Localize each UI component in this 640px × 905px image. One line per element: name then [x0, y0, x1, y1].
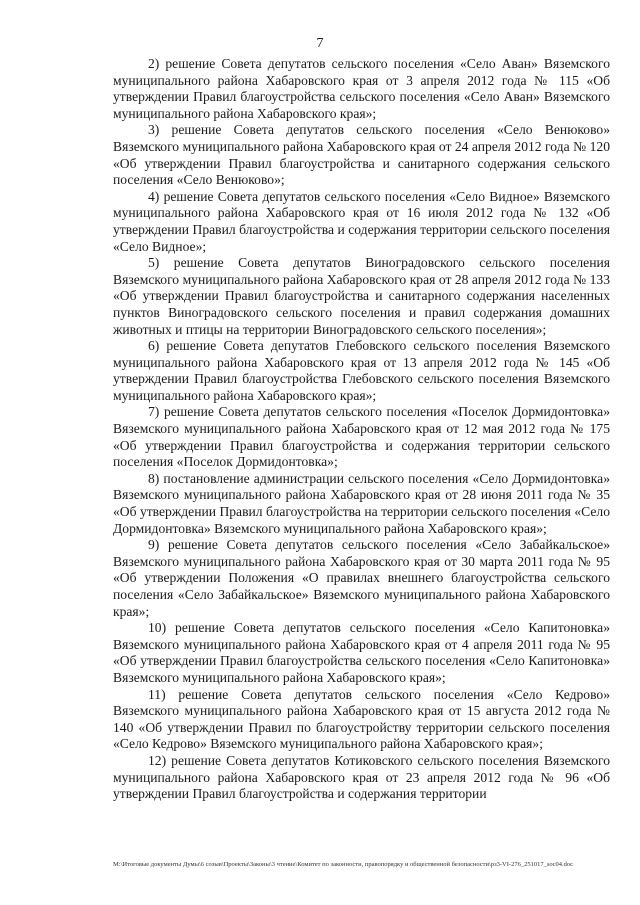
list-item: 8) постановление администрации сельского поселения «Село Дормидонтовка» Вяземского муниципального района Хабаровского края от 28 июня 2011 года № 35 «Об утверждении Правил благоустройства на территории сельского поселения «Село Дормидонтовка» Вяземского муниципального района Хабаровского края»;	[113, 470, 610, 536]
list-item: 10) решение Совета депутатов сельского поселения «Село Капитоновка» Вяземского муниципального района Хабаровского края от 4 апреля 2011 года № 95 «Об утверждении Правил благоустройства сельского поселения «Село Капитоновка» Вяземского муниципального района Хабаровского края»;	[113, 620, 610, 685]
list-item: 4) решение Совета депутатов сельского поселения «Село Видное» Вяземского муниципального района Хабаровского края от 16 июля 2012 года № 132 «Об утверждении Правил благоустройства и содержания территории сельского поселения «Село Видное»;	[113, 188, 610, 254]
list-item: 7) решение Совета депутатов сельского поселения «Поселок Дормидонтовка» Вяземского муниципального района Хабаровского края от 12 мая 2012 года № 175 «Об утверждении Правил благоустройства и содержания территории сельского поселения «Поселок Дормидонтовка»;	[113, 404, 610, 470]
list-item: 9) решение Совета депутатов сельского поселения «Село Забайкальское» Вяземского муниципального района Хабаровского края от 30 марта 2011 года № 95 «Об утверждении Положения «О правилах внешнего благоустройства сельского поселения «Село Забайкальское» Вяземского муниципального района Хабаровского края»;	[113, 537, 610, 619]
list-item: 2) решение Совета депутатов сельского поселения «Село Аван» Вяземского муниципального района Хабаровского края от 3 апреля 2012 года № 115 «Об утверждении Правил благоустройства сельского поселения «Село Аван» Вяземского муниципального района Хабаровского края»;	[113, 56, 610, 121]
file-path-footer: М:\Итоговые документы Думы\6 созыв\Проекты\Законы\3 чтение\Комитет по законности, правопорядку и общественной безопасности\рз3-VI-276_251017_soc04.doc	[113, 861, 573, 868]
document-body	[113, 56, 610, 803]
list-item: 12) решение Совета депутатов Котиковского сельского поселения Вяземского муниципального района Хабаровского края от 23 апреля 2012 года № 96 «Об утверждении Правил благоустройства и содержания территории	[113, 752, 610, 802]
page-number: 7	[316, 36, 324, 51]
list-item: 6) решение Совета депутатов Глебовского сельского поселения Вяземского муниципального района Хабаровского края от 13 апреля 2012 года № 145 «Об утверждении Правил благоустройства Глебовского сельского поселения Вяземского муниципального района Хабаровского края»;	[113, 338, 610, 403]
list-item: 3) решение Совета депутатов сельского поселения «Село Венюково» Вяземского муниципального района Хабаровского края от 24 апреля 2012 года № 120 «Об утверждении Правил благоустройства и санитарного содержания сельского поселения «Село Венюково»;	[113, 122, 610, 188]
list-item: 5) решение Совета депутатов Виноградовского сельского поселения Вяземского муниципального района Хабаровского края от 28 апреля 2012 года № 133 «Об утверждении Правил благоустройства и санитарного содержания населенных пунктов Виноградовского сельского поселения и правил содержания домашних животных и птицы на территории Виноградовского сельского поселения»;	[113, 255, 610, 337]
list-item: 11) решение Совета депутатов сельского поселения «Село Кедрово» Вяземского муниципального района Хабаровского края от 15 августа 2012 года № 140 «Об утверждении Правил по благоустройству территории сельского поселения «Село Кедрово» Вяземского муниципального района Хабаровского края»;	[113, 686, 610, 752]
